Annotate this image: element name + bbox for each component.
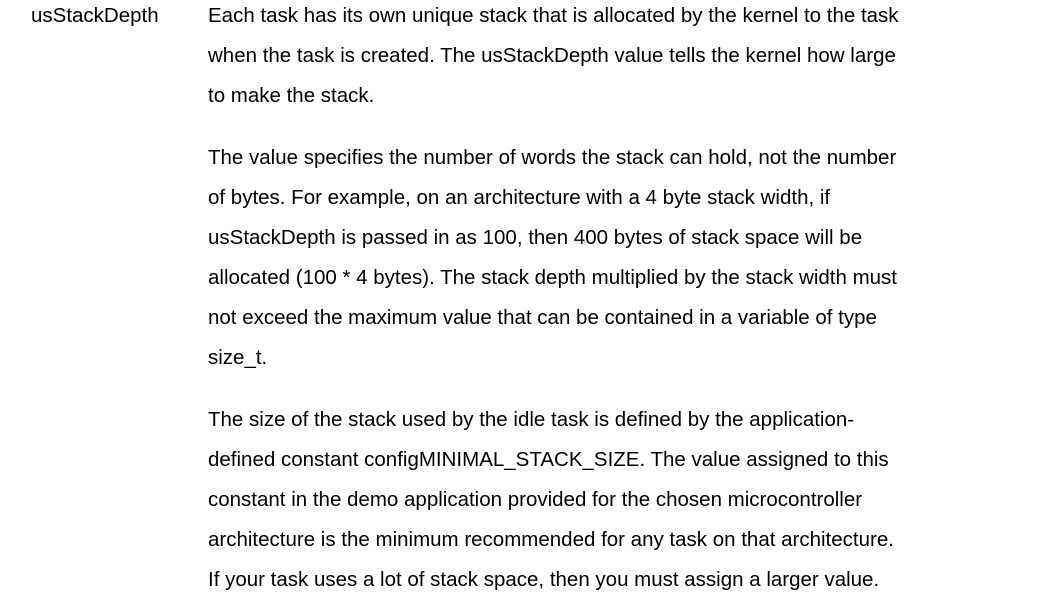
- description-paragraph-3: [208, 404, 894, 604]
- paragraph-line: If your task uses a lot of stack space, then you must assign a larger value.: [208, 568, 880, 591]
- paragraph-line: size_t.: [208, 346, 268, 369]
- paragraph-line: allocated (100 * 4 bytes). The stack depth multiplied by the stack width must: [208, 266, 898, 289]
- paragraph-line: when the task is created. The usStackDepth value tells the kernel how large: [208, 44, 896, 67]
- paragraph-line: The size of the stack used by the idle task is defined by the application-: [208, 408, 855, 431]
- paragraph-line: usStackDepth is passed in as 100, then 400 bytes of stack space will be: [208, 226, 863, 249]
- paragraph-line: of bytes. For example, on an architecture with a 4 byte stack width, if: [208, 186, 831, 209]
- paragraph-line: not exceed the maximum value that can be contained in a variable of type: [208, 306, 877, 329]
- paragraph-line: defined constant configMINIMAL_STACK_SIZE. The value assigned to this: [208, 448, 889, 471]
- paragraph-line: The value specifies the number of words the stack can hold, not the number: [208, 146, 897, 169]
- paragraph-line: Each task has its own unique stack that is allocated by the kernel to the task: [208, 4, 899, 27]
- paragraph-line: to make the stack.: [208, 84, 375, 107]
- parameter-name: usStackDepth: [31, 4, 159, 27]
- description-paragraph-2: [208, 142, 897, 382]
- paragraph-line: constant in the demo application provided for the chosen microcontroller: [208, 488, 863, 511]
- paragraph-line: architecture is the minimum recommended for any task on that architecture.: [208, 528, 894, 551]
- description-paragraph-1: [208, 0, 899, 120]
